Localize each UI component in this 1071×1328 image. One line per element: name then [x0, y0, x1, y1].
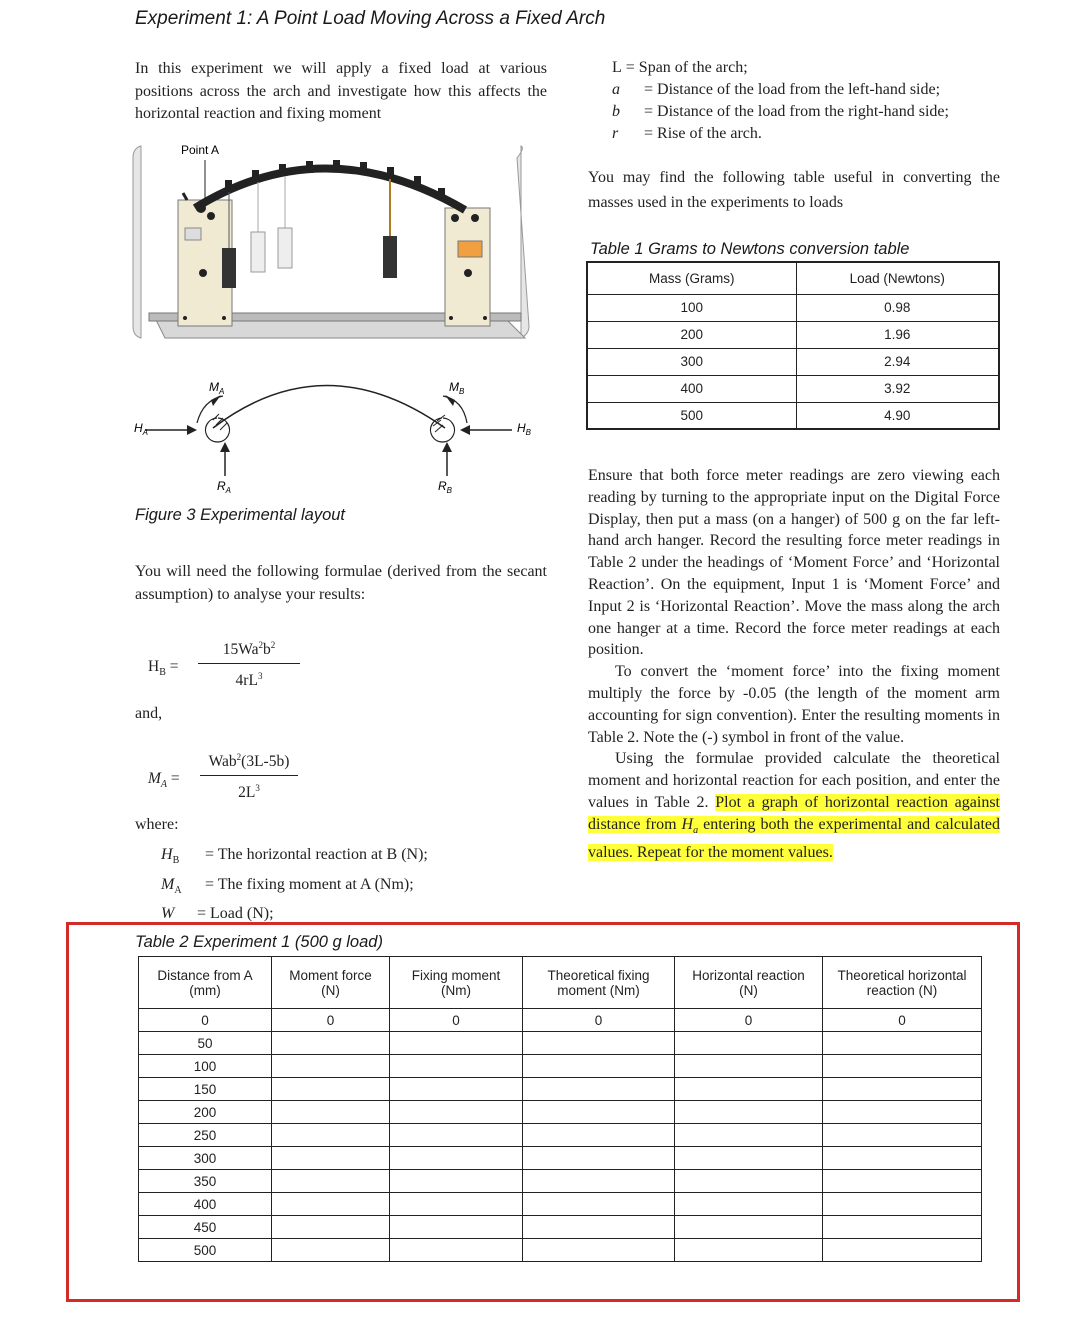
conversion-intro: You may find the following table useful in converting the masses used in the experiments to loads	[588, 169, 1000, 211]
ra-label: $R_A$	[217, 479, 232, 495]
table-cell: 300	[139, 1147, 272, 1170]
table-cell: 500	[139, 1239, 272, 1262]
table-cell	[390, 1193, 523, 1216]
table-cell	[823, 1124, 982, 1147]
table-cell	[675, 1147, 823, 1170]
definition-symbol: b	[612, 103, 620, 120]
table-cell: 450	[139, 1216, 272, 1239]
hb-label: $H_B$	[517, 421, 532, 437]
definition-text: = Rise of the arch.	[644, 125, 762, 142]
figure-caption: Figure 3 Experimental layout	[135, 506, 346, 524]
table-cell: 50	[139, 1032, 272, 1055]
table-cell	[675, 1078, 823, 1101]
table-row	[139, 1216, 982, 1239]
table-cell: 4.90	[796, 402, 999, 429]
table-header: Distance from A (mm)	[139, 957, 272, 1009]
formula-ma-fraction: Wab$^2$(3L-5b) $2L^3$	[200, 746, 298, 804]
instruction-paragraph-2: To convert the ‘moment force’ into the fixing moment multiply the force by -0.05 (the length of the moment arm accounting for sign convention). Enter the resulting moments in Table 2. Note the (-) symbol in front of the value.	[588, 663, 1000, 746]
point-a-label: Point A	[181, 143, 220, 157]
table-cell	[390, 1147, 523, 1170]
definition-symbol: L	[612, 59, 622, 76]
table2-caption: Table 2 Experiment 1 (500 g load)	[135, 933, 383, 951]
table-cell	[823, 1032, 982, 1055]
conversion-table	[586, 261, 1000, 430]
table-cell	[823, 1170, 982, 1193]
ha-label: $H_A$	[134, 421, 149, 437]
intro-paragraph: In this experiment we will apply a fixed load at various positions across the arch and investigate how this affects the horizontal reaction and fixing moment	[135, 60, 547, 122]
table-cell: 0	[523, 1009, 675, 1032]
table-cell: 150	[139, 1078, 272, 1101]
table-cell: 0	[139, 1009, 272, 1032]
table-cell	[675, 1101, 823, 1124]
where-text: where:	[135, 816, 179, 833]
definition-symbol: r	[612, 125, 619, 142]
mb-label: $M_B$	[449, 380, 465, 396]
table-header: Theoretical fixing moment (Nm)	[523, 957, 675, 1009]
table-cell: 100	[587, 294, 796, 321]
table-header: Mass (Grams)	[587, 262, 796, 294]
table-cell	[272, 1147, 390, 1170]
table-row	[139, 1032, 982, 1055]
table-row	[139, 1147, 982, 1170]
table-cell	[823, 1078, 982, 1101]
table-cell	[823, 1147, 982, 1170]
table-cell: 1.96	[796, 321, 999, 348]
table-cell: 200	[139, 1101, 272, 1124]
table-cell	[823, 1216, 982, 1239]
table-cell	[390, 1170, 523, 1193]
table-cell	[823, 1239, 982, 1262]
table-cell	[523, 1147, 675, 1170]
definition-row	[612, 57, 1012, 79]
table-header-row	[587, 262, 999, 294]
definition-text: = Distance of the load from the right-hand side;	[644, 103, 949, 120]
table-cell: 0	[390, 1009, 523, 1032]
table-cell	[675, 1170, 823, 1193]
formula-ma-lhs: $M_A$ =	[148, 770, 180, 791]
experimental-layout-figure	[125, 138, 545, 503]
definition-row	[612, 123, 1012, 145]
table-cell	[272, 1124, 390, 1147]
definition-row	[612, 79, 1012, 101]
table-cell: 350	[139, 1170, 272, 1193]
table-cell	[272, 1101, 390, 1124]
where-def-row: W = Load (N);	[161, 905, 274, 923]
table-cell	[523, 1055, 675, 1078]
table-cell	[523, 1078, 675, 1101]
instructions	[588, 465, 1000, 864]
table-cell	[390, 1124, 523, 1147]
instruction-paragraph-1: Ensure that both force meter readings are zero viewing each reading by turning to the appropriate input on the Digital Force Display, then put a mass (on a hanger) of 500 g on the far left-hand arch hanger. Record the resulting force meter readings in Table 2 under the headings of ‘Moment Force’ and ‘Horizontal Reaction’. On the equipment, Input 1 is ‘Moment Force’ and Input 2 is ‘Horizontal Reaction’. Move the mass along the arch one hanger at a time. Record the force meter readings at each position.	[588, 467, 1000, 659]
table-row	[139, 1124, 982, 1147]
table-row	[587, 321, 999, 348]
formula-hb-fraction: $\frac{15Wa^2b^2}{4rL^3}$	[198, 634, 300, 692]
table-row	[587, 348, 999, 375]
table-cell: 300	[587, 348, 796, 375]
table-cell	[823, 1101, 982, 1124]
table-cell	[272, 1032, 390, 1055]
table-header: Fixing moment (Nm)	[390, 957, 523, 1009]
table-row	[139, 1239, 982, 1262]
definition-text: = Span of the arch;	[625, 59, 748, 76]
table-row	[587, 375, 999, 402]
table-cell	[272, 1170, 390, 1193]
rb-label: $R_B$	[438, 479, 453, 495]
table-cell	[823, 1055, 982, 1078]
table-cell: 0	[272, 1009, 390, 1032]
definition-text: = Distance of the load from the left-hand side;	[644, 81, 941, 98]
arch-schematic	[145, 386, 512, 477]
table-cell	[390, 1055, 523, 1078]
table-header: Theoretical horizontal reaction (N)	[823, 957, 982, 1009]
table-cell	[523, 1124, 675, 1147]
table-cell	[390, 1032, 523, 1055]
apparatus-photo	[133, 146, 529, 338]
table-cell	[390, 1078, 523, 1101]
and-text: and,	[135, 705, 163, 722]
table-cell: 0	[823, 1009, 982, 1032]
table-cell	[272, 1239, 390, 1262]
table-cell	[390, 1239, 523, 1262]
table-cell	[675, 1032, 823, 1055]
table-cell	[523, 1101, 675, 1124]
table-row	[139, 1009, 982, 1032]
table-header-row	[139, 957, 982, 1009]
table-cell	[272, 1216, 390, 1239]
table-cell: 0	[675, 1009, 823, 1032]
table-cell: 0.98	[796, 294, 999, 321]
table-cell	[523, 1032, 675, 1055]
table-cell: 3.92	[796, 375, 999, 402]
table-cell	[523, 1239, 675, 1262]
table-cell	[675, 1216, 823, 1239]
results-table	[138, 956, 982, 1262]
table-cell	[675, 1124, 823, 1147]
where-def-row: $M_A$ = The fixing moment at A (Nm);	[161, 875, 414, 896]
table-cell: 400	[139, 1193, 272, 1216]
table-row	[139, 1193, 982, 1216]
table-cell	[823, 1193, 982, 1216]
table-cell	[675, 1193, 823, 1216]
table-row	[139, 1101, 982, 1124]
table-header: Moment force (N)	[272, 957, 390, 1009]
table-cell	[523, 1170, 675, 1193]
table-cell	[675, 1055, 823, 1078]
table-cell	[390, 1216, 523, 1239]
table-cell	[675, 1239, 823, 1262]
ma-label: $M_A$	[209, 380, 225, 396]
table-header: Horizontal reaction (N)	[675, 957, 823, 1009]
where-definitions	[161, 843, 428, 926]
where-def-row: $H_B$ = The horizontal reaction at B (N);	[161, 846, 428, 867]
definitions-list	[612, 57, 1012, 145]
table-cell	[272, 1193, 390, 1216]
table1-caption: Table 1 Grams to Newtons conversion table	[590, 240, 910, 258]
table-row	[587, 294, 999, 321]
table-cell: 200	[587, 321, 796, 348]
instruction-paragraph-3: Using the formulae provided calculate the theoretical moment and horizontal reaction for each position, and enter the values in Table 2. Plot a graph of horizontal reaction against distance from $H_a$ entering both the experimental and calculated values. Repeat for the moment values.	[588, 750, 1001, 861]
table-row	[139, 1078, 982, 1101]
table-row	[139, 1170, 982, 1193]
definition-row	[612, 101, 1012, 123]
table-cell: 250	[139, 1124, 272, 1147]
page-title: Experiment 1: A Point Load Moving Across a Fixed Arch	[135, 8, 606, 29]
table-cell	[390, 1101, 523, 1124]
table-cell: 2.94	[796, 348, 999, 375]
table-cell	[523, 1193, 675, 1216]
table-cell	[272, 1055, 390, 1078]
table-cell	[523, 1216, 675, 1239]
table-row	[587, 402, 999, 429]
table-cell	[272, 1078, 390, 1101]
table-cell: 100	[139, 1055, 272, 1078]
table-cell: 500	[587, 402, 796, 429]
formula-intro: You will need the following formulae (derived from the secant assumption) to analyse your results:	[135, 563, 547, 603]
table-header: Load (Newtons)	[796, 262, 999, 294]
table-cell: 400	[587, 375, 796, 402]
definition-symbol: a	[612, 81, 620, 98]
table-row	[139, 1055, 982, 1078]
highlighted-instruction: Plot a graph of horizontal reaction against distance from $H_a$ entering both the experimental and calculated values. Repeat for the moment values.	[588, 793, 1001, 861]
formula-hb-lhs: $H_B$ =	[148, 658, 179, 679]
